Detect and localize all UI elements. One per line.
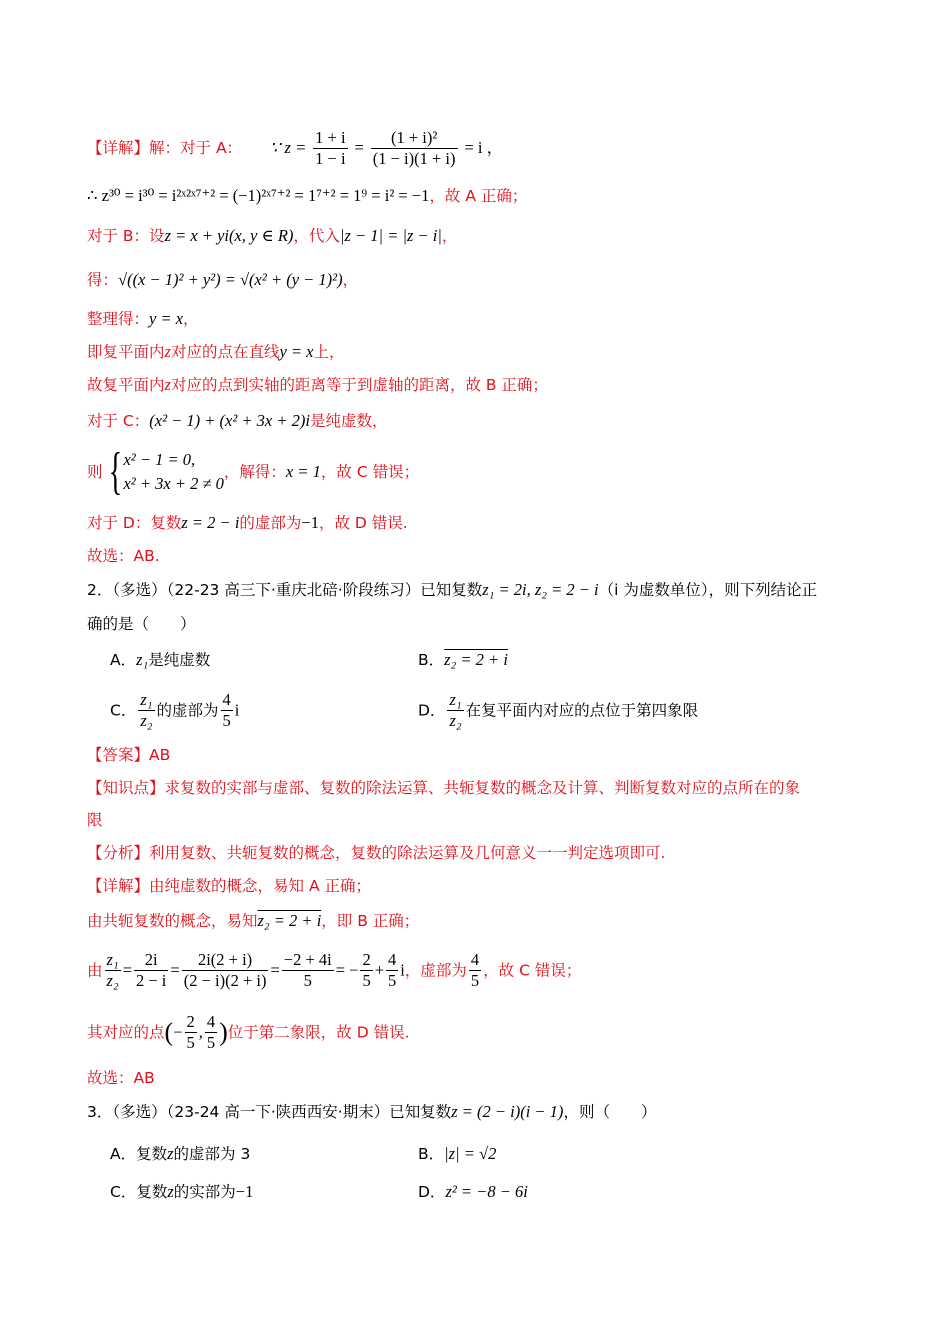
q3-option-d[interactable] [418, 1180, 528, 1204]
de-d1: 其对应的点 [87, 1023, 165, 1042]
q2-opt-d-den: z₂ [449, 711, 462, 730]
fraction-2-den: (1 − i)(1 + i) [372, 149, 456, 168]
c-end: 是纯虚数， [309, 412, 388, 430]
de-c-f4n: −2 + 4i [283, 950, 332, 969]
sys-1: x² − 1 = 0, [123, 450, 196, 469]
q3-stem [87, 1100, 656, 1124]
q2-detail-a [87, 874, 371, 898]
q2-stem-eq: z₁ = 2i, z₂ = 2 − i [482, 580, 599, 599]
b-line1a: 即复平面内 [87, 343, 165, 361]
q2-choose: 故选：AB [87, 1069, 155, 1087]
b-line1c: 上， [313, 343, 345, 361]
q1-b-get-line [87, 268, 358, 292]
q2-opt-c-fnum: 4 [222, 690, 231, 709]
de-d-f2 [205, 1012, 217, 1053]
de-c-end: ，故 C 错误； [483, 961, 582, 980]
q2-opt-c-fden: 5 [222, 711, 231, 730]
de-d-f1 [185, 1012, 197, 1053]
b-end: ， [441, 227, 458, 245]
b-simp-eq: y = x [149, 309, 184, 328]
q3-opt-c-z: z [167, 1182, 174, 1201]
power-chain: ∴ z³⁰ = i³⁰ = i²ˣ²ˣ⁷⁺² = (−1)²ˣ⁷⁺² = 1⁷⁺² = 1⁹ = i² = −1 [87, 186, 430, 205]
q2-opt-c-frac2 [221, 690, 233, 731]
q3-opt-d-eq: z² = −8 − 6i [445, 1182, 528, 1201]
q2-opt-d-frac [447, 690, 463, 731]
c-solve: ，解得： [223, 463, 286, 481]
b-line1-z: z [164, 342, 171, 361]
de-b2: ，即 B 正确； [321, 912, 420, 930]
q2-opt-d-label: D． [418, 701, 446, 720]
q2-detail-d: 其对应的点(− $\frac{2}{5}$ , $\frac{4}{5}$ )位于第二象限，故 D 错误. [87, 1012, 410, 1052]
equation-system [123, 448, 223, 496]
q2-opt-b-eq: z₂ = 2 + i [444, 650, 508, 669]
c-then: 则 [87, 463, 103, 481]
de-c-f4 [282, 950, 334, 991]
q3-option-a[interactable] [110, 1142, 250, 1166]
fraction-1 [313, 128, 347, 169]
q3-number: 3． [87, 1103, 113, 1121]
q1-c-line [87, 409, 387, 433]
de-c-f2n: 2i [134, 950, 168, 971]
d-intro: 对于 D：复数 [87, 514, 182, 532]
q1-b-line [87, 224, 457, 248]
de-d-f1d: 5 [186, 1033, 195, 1052]
fraction-1-den: 1 − i [315, 149, 346, 168]
brace: { [108, 443, 122, 500]
q2-stem-line1 [87, 578, 817, 602]
q3-opt-c-text1: 复数 [136, 1183, 168, 1201]
q2-opt-d-num: z₁ [449, 690, 462, 709]
q2-number: 2． [87, 581, 113, 599]
b-line2a: 故复平面内 [87, 376, 165, 394]
q2-option-d[interactable] [418, 690, 698, 731]
kp-text1: 求复数的实部与虚部、复数的除法运算、共轭复数的概念及计算、判断复数对应的点所在的象 [164, 779, 801, 797]
q3-option-c[interactable] [110, 1180, 253, 1204]
q3-option-b[interactable] [418, 1142, 496, 1166]
de-c-f3 [182, 950, 269, 991]
q3-opt-a-label: A． [110, 1145, 137, 1163]
b-simp: 整理得： [87, 310, 150, 328]
c-intro: 对于 C： [87, 412, 150, 430]
b-eq: |z − 1| = |z − i| [339, 226, 442, 245]
q1-c-system-line [87, 443, 420, 500]
de-b-eq: z₂ = 2 + i [257, 911, 322, 930]
q3-opt-b-eq: |z| = √2 [444, 1144, 497, 1163]
de-c-you: 由 [87, 961, 103, 980]
b-set: z = x + yi(x, y ∈ R) [164, 226, 294, 245]
de-c-f5n: 2 [362, 950, 371, 969]
q3-opt-d-label: D． [418, 1183, 446, 1201]
q3-stem-a: （多选）（23-24 高一下·陕西西安·期末）已知复数 [112, 1103, 452, 1121]
de-c-f7 [469, 950, 481, 991]
eq-prefix: ∵ z = [269, 138, 307, 157]
c-wrong: ，故 C 错误； [320, 463, 420, 481]
q2-opt-c-frac [138, 690, 154, 731]
q2-opt-d-text: 在复平面内对应的点位于第四象限 [465, 701, 699, 720]
q2-opt-c-num: z₁ [140, 690, 153, 709]
q2-option-a[interactable] [110, 648, 210, 672]
q1-d-line [87, 511, 408, 535]
detail-label: 【详解】 [87, 139, 150, 157]
de-c-f7n: 4 [470, 950, 480, 969]
de-c-f7d: 5 [470, 971, 480, 990]
q2-opt-a-label: A． [110, 651, 137, 669]
b-line2b: 对应的点到实轴的距离等于到虚轴的距离，故 B 正确； [170, 376, 548, 394]
an-label: 【分析】 [87, 844, 150, 862]
de-d-f2n: 4 [206, 1012, 216, 1031]
fraction-2 [371, 128, 458, 169]
q3-opt-c-label: C． [110, 1183, 137, 1201]
c-expr: (x² − 1) + (x² + 3x + 2)i [149, 411, 310, 430]
q2-stem1b: （i 为虚数单位），则下列结论正 [598, 581, 818, 599]
b-sqrt-end: ， [342, 271, 359, 289]
q3-opt-a-text1: 复数 [136, 1145, 168, 1163]
de-c-f2 [134, 950, 168, 991]
q1-b-line1 [87, 340, 345, 364]
q2-knowledge-line1 [87, 776, 800, 800]
b-sub: ，代入 [293, 227, 340, 245]
q2-detail-b [87, 909, 419, 933]
d-val: −1 [301, 513, 319, 532]
q2-stem-line2: 确的是（ ） [87, 615, 196, 633]
q3-stem-b: ，则（ ） [563, 1103, 657, 1121]
q2-answer: 【答案】AB [87, 746, 171, 764]
de-d2: 位于第二象限，故 D 错误. [227, 1023, 410, 1042]
c-sol: x = 1 [285, 462, 321, 481]
de-c-f2d: 2 − i [136, 971, 167, 990]
d-mid: 的虚部为 [239, 514, 302, 532]
q1-detail-line-a: 【详解】解：对于 A： ∵ z = $\frac{1 + i}{1 - i}$ = $\frac{\text{(1 + i)²}}{(1 - i)(1 + i)}$ = i ， [87, 128, 504, 168]
b-line2-z: z [164, 375, 171, 394]
kp-label: 【知识点】 [87, 779, 165, 797]
de-c-f5d: 5 [362, 971, 371, 990]
q1-b-line2 [87, 373, 548, 397]
b-sqrt: √((x − 1)² + y²) = √(x² + (y − 1)²) [118, 270, 343, 289]
q2-opt-c-i: i [234, 700, 240, 720]
detail-intro: 解：对于 A： [149, 139, 243, 157]
de-c-f5 [360, 950, 372, 991]
q2-analysis [87, 841, 665, 865]
q2-opt-c-label: C． [110, 701, 137, 720]
b-line1-eq: y = x [279, 342, 314, 361]
q2-opt-a-var: z₁ [136, 650, 149, 669]
de-c-f6n: 4 [388, 950, 397, 969]
q2-knowledge-line2: 限 [87, 811, 103, 829]
q2-detail-c: 由 $\frac{\text{z₁}}{\text{z₂}}$ = $\frac{2i}{2 - i}$ = $\frac{2i(2 + i)}{(2 - i)(2 + i)}$ = $\frac{-2 + 4i}{5}$ = − $\frac{2}{5}$ + $\frac{4}{5}$ i，虚部为 $\frac{4}{5}$ ，故 C 错误； [87, 950, 582, 990]
a-correct: ，故 A 正确； [429, 187, 528, 205]
q3-opt-c-val: −1 [235, 1182, 254, 1201]
d-wrong: ，故 D 错误. [318, 514, 408, 532]
q1-choose: 故选：AB. [87, 547, 160, 565]
de-b1: 由共轭复数的概念，易知 [87, 912, 258, 930]
de-c-f3d: (2 − i)(2 + i) [183, 971, 267, 990]
q3-opt-b-label: B． [418, 1145, 445, 1163]
de-c-f1n: z₁ [106, 950, 119, 969]
b-line1b: 对应的点在直线 [170, 343, 280, 361]
q3-opt-a-text2: 的虚部为 3 [173, 1145, 251, 1163]
q3-opt-a-z: z [167, 1144, 174, 1163]
de-c-f1d: z₂ [106, 971, 119, 990]
de-text: 由纯虚数的概念，易知 A 正确； [149, 877, 371, 895]
de-c-f1 [105, 950, 121, 991]
de-c-mid: ，虚部为 [404, 961, 467, 980]
q2-option-b[interactable] [418, 648, 508, 672]
de-d-f1n: 2 [186, 1012, 195, 1031]
b-simp-end: ， [183, 310, 199, 328]
de-d-f2d: 5 [206, 1033, 216, 1052]
b-intro: 对于 B：设 [87, 227, 165, 245]
an-text: 利用复数、共轭复数的概念，复数的除法运算及几何意义一一判定选项即可. [149, 844, 666, 862]
q2-option-c[interactable] [110, 690, 239, 731]
q2-opt-a-text: 是纯虚数 [148, 651, 211, 669]
d-eq: z = 2 − i [181, 513, 240, 532]
de-c-f4d: 5 [303, 971, 312, 990]
de-label: 【详解】 [87, 877, 150, 895]
de-c-f3n: 2i(2 + i) [182, 950, 269, 971]
q2-opt-c-text: 的虚部为 [156, 701, 219, 720]
de-c-f6 [386, 950, 398, 991]
q2-opt-c-den: z₂ [140, 711, 153, 730]
q1-detail-line-b [87, 184, 527, 208]
de-c-f6d: 5 [388, 971, 397, 990]
q2-stem1a: （多选）（22-23 高三下·重庆北碚·阶段练习）已知复数 [112, 581, 483, 599]
q3-opt-c-text2: 的实部为 [173, 1183, 236, 1201]
q3-stem-eq: z = (2 − i)(i − 1) [451, 1102, 564, 1121]
b-get: 得： [87, 271, 119, 289]
eq-suffix: = i ， [464, 138, 504, 157]
fraction-1-num: 1 + i [315, 128, 346, 147]
fraction-2-num: (1 + i)² [371, 128, 458, 149]
sys-2: x² + 3x + 2 ≠ 0 [123, 474, 224, 493]
q2-opt-b-label: B． [418, 651, 445, 669]
q1-b-simp-line [87, 307, 199, 331]
